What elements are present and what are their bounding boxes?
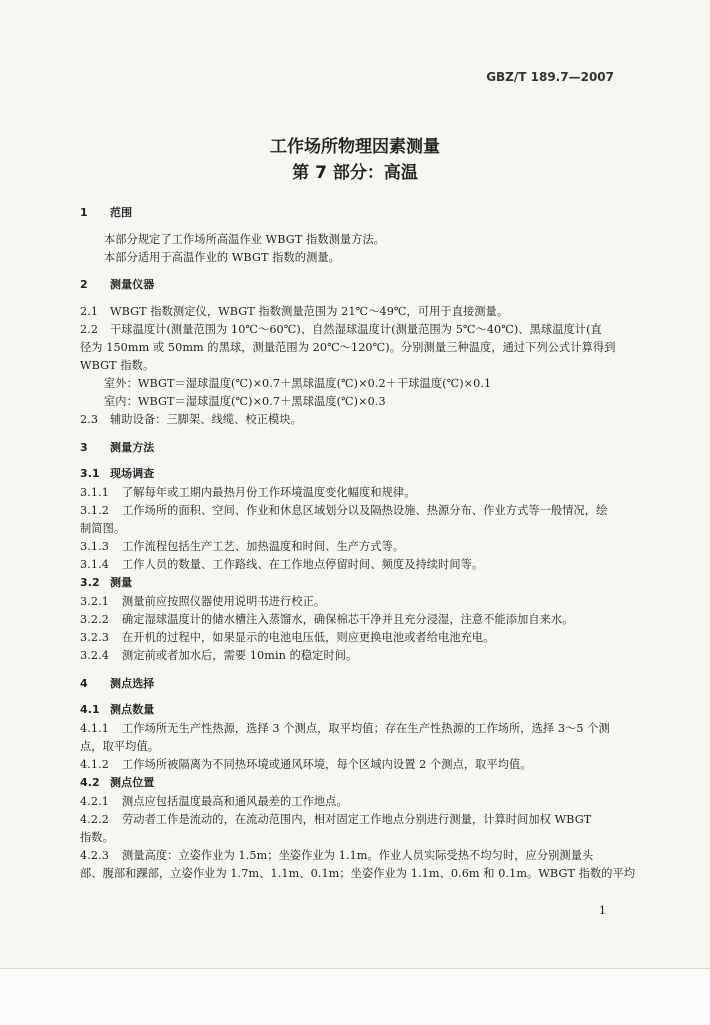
clause: 3.1.4 工作人员的数量、工作路线、在工作地点停留时间、频度及持续时间等。 bbox=[80, 558, 484, 571]
clause-continuation: 指数。 bbox=[80, 831, 114, 844]
clause: 3.2.4 测定前或者加水后，需要 10min 的稳定时间。 bbox=[80, 649, 358, 662]
clause: 3.1.3 工作流程包括生产工艺、加热温度和时间、生产方式等。 bbox=[80, 540, 405, 553]
clause: 3.2.3 在开机的过程中，如果显示的电池电压低，则应更换电池或者给电池充电。 bbox=[80, 631, 495, 644]
formula-outdoor: 室外：WBGT＝湿球温度(℃)×0.7＋黑球温度(℃)×0.2＋干球温度(℃)×0.1 bbox=[104, 377, 492, 390]
formula-indoor: 室内：WBGT＝湿球温度(℃)×0.7＋黑球温度(℃)×0.3 bbox=[104, 395, 386, 408]
clause: 4.1.2 工作场所被隔离为不同热环境或通风环境，每个区域内设置 2 个测点，取平均值。 bbox=[80, 758, 532, 771]
clause-continuation: 部、腹部和踝部，立姿作业为 1.7m、1.1m、0.1m；坐姿作业为 1.1m、0.6m 和 0.1m。WBGT 指数的平均 bbox=[80, 867, 636, 880]
clause-continuation: WBGT 指数。 bbox=[80, 359, 155, 372]
document-subtitle: 第 7 部分：高温 bbox=[292, 163, 418, 183]
clause: 4.2.2 劳动者工作是流动的，在流动范围内，相对固定工作地点分别进行测量，计算时间加权 WBGT bbox=[80, 813, 592, 826]
clause: 3.1.1 了解每年或工期内最热月份工作环境温度变化幅度和规律。 bbox=[80, 486, 416, 499]
section-heading: 1 范围 bbox=[80, 206, 133, 219]
section-heading: 4 测点选择 bbox=[80, 677, 155, 690]
section-heading: 3 测量方法 bbox=[80, 441, 155, 454]
clause: 4.2.3 测量高度：立姿作业为 1.5m；坐姿作业为 1.1m。作业人员实际受热不均匀时，应分别测量头 bbox=[80, 849, 594, 862]
subsection-heading: 4.1 测点数量 bbox=[80, 703, 155, 716]
paragraph: 本部分适用于高温作业的 WBGT 指数的测量。 bbox=[104, 251, 340, 264]
document-title: 工作场所物理因素测量 bbox=[270, 137, 440, 157]
subsection-heading: 4.2 测点位置 bbox=[80, 776, 155, 789]
clause: 3.2.1 测量前应按照仪器使用说明书进行校正。 bbox=[80, 595, 326, 608]
page-number: 1 bbox=[599, 904, 606, 917]
clause: 4.1.1 工作场所无生产性热源，选择 3 个测点，取平均值；存在生产性热源的工作场所，选择 3～5 个测 bbox=[80, 722, 610, 735]
clause: 3.2.2 确定湿球温度计的储水槽注入蒸馏水，确保棉芯干净并且充分浸湿，注意不能添加自来水。 bbox=[80, 613, 574, 626]
subsection-heading: 3.1 现场调查 bbox=[80, 467, 155, 480]
clause: 2.3 辅助设备：三脚架、线缆、校正模块。 bbox=[80, 413, 302, 426]
section-heading: 2 测量仪器 bbox=[80, 278, 155, 291]
clause: 3.1.2 工作场所的面积、空间、作业和休息区域划分以及隔热设施、热源分布、作业方式等一般情况，绘 bbox=[80, 504, 608, 517]
clause: 2.1 WBGT 指数测定仪，WBGT 指数测量范围为 21℃～49℃，可用于直接测量。 bbox=[80, 305, 509, 318]
clause-continuation: 点，取平均值。 bbox=[80, 740, 160, 753]
document-number: GBZ/T 189.7—2007 bbox=[486, 70, 614, 84]
clause-continuation: 径为 150mm 或 50mm 的黑球，测量范围为 20℃～120℃)。分别测量三种温度，通过下列公式计算得到 bbox=[80, 341, 616, 354]
subsection-heading: 3.2 测量 bbox=[80, 576, 133, 589]
clause-continuation: 制简图。 bbox=[80, 522, 126, 535]
scan-margin bbox=[0, 968, 710, 1025]
clause: 2.2 干球温度计(测量范围为 10℃～60℃)、自然湿球温度计(测量范围为 5℃～40℃)、黑球温度计(直 bbox=[80, 323, 602, 336]
paragraph: 本部分规定了工作场所高温作业 WBGT 指数测量方法。 bbox=[104, 233, 386, 246]
clause: 4.2.1 测点应包括温度最高和通风最差的工作地点。 bbox=[80, 795, 348, 808]
